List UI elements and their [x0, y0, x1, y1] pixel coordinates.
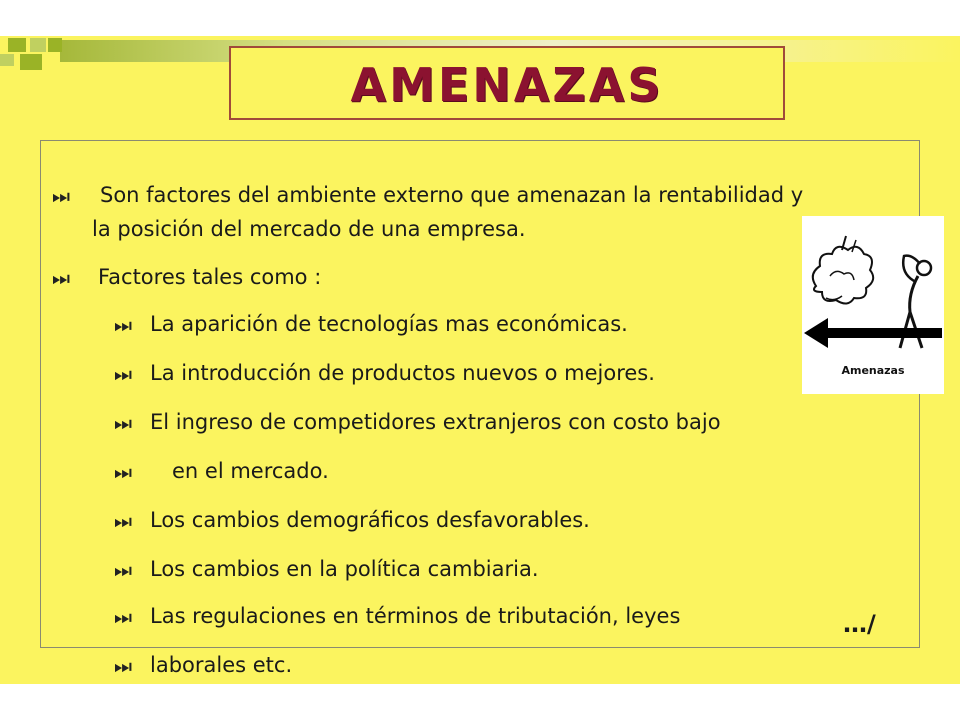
bottom-margin [0, 684, 960, 720]
illustration-caption: Amenazas [841, 364, 905, 377]
threat-illustration [802, 216, 944, 394]
factor-item: Las regulaciones en términos de tributación, leyes [150, 604, 681, 628]
bullet-icon: ⏭ [52, 184, 70, 208]
decor-square [8, 38, 26, 52]
factor-item: laborales etc. [150, 653, 293, 677]
decor-square [48, 38, 62, 52]
factor-item: Los cambios demográficos desfavorables. [150, 508, 590, 532]
bullet-icon: ⏭ [114, 313, 132, 337]
bullet-icon: ⏭ [52, 266, 70, 290]
bullet-icon: ⏭ [114, 362, 132, 386]
bullet-icon: ⏭ [114, 605, 132, 629]
factor-item: en el mercado. [172, 459, 329, 483]
bullet-icon: ⏭ [114, 558, 132, 582]
decor-square [20, 54, 42, 70]
bullet-icon: ⏭ [114, 411, 132, 435]
decor-square [0, 54, 14, 66]
title-box [229, 46, 785, 120]
intro-line-1: Son factores del ambiente externo que amenazan la rentabilidad y [100, 183, 804, 207]
factors-heading: Factores tales como : [98, 265, 322, 289]
bullet-icon: ⏭ [114, 509, 132, 533]
top-margin [0, 0, 960, 36]
intro-line-2: la posición del mercado de una empresa. [92, 217, 526, 241]
slide-title: AMENAZAS [350, 58, 664, 112]
factor-item: La aparición de tecnologías mas económicas. [150, 312, 628, 336]
decor-square [30, 38, 46, 52]
factor-item: Los cambios en la política cambiaria. [150, 557, 539, 581]
continuation-mark: …/ [843, 610, 876, 638]
bullet-icon: ⏭ [114, 654, 132, 678]
factor-item: El ingreso de competidores extranjeros con costo bajo [150, 410, 721, 434]
factor-item: La introducción de productos nuevos o mejores. [150, 361, 655, 385]
bullet-icon: ⏭ [114, 460, 132, 484]
person-arrow-icon [802, 216, 944, 366]
